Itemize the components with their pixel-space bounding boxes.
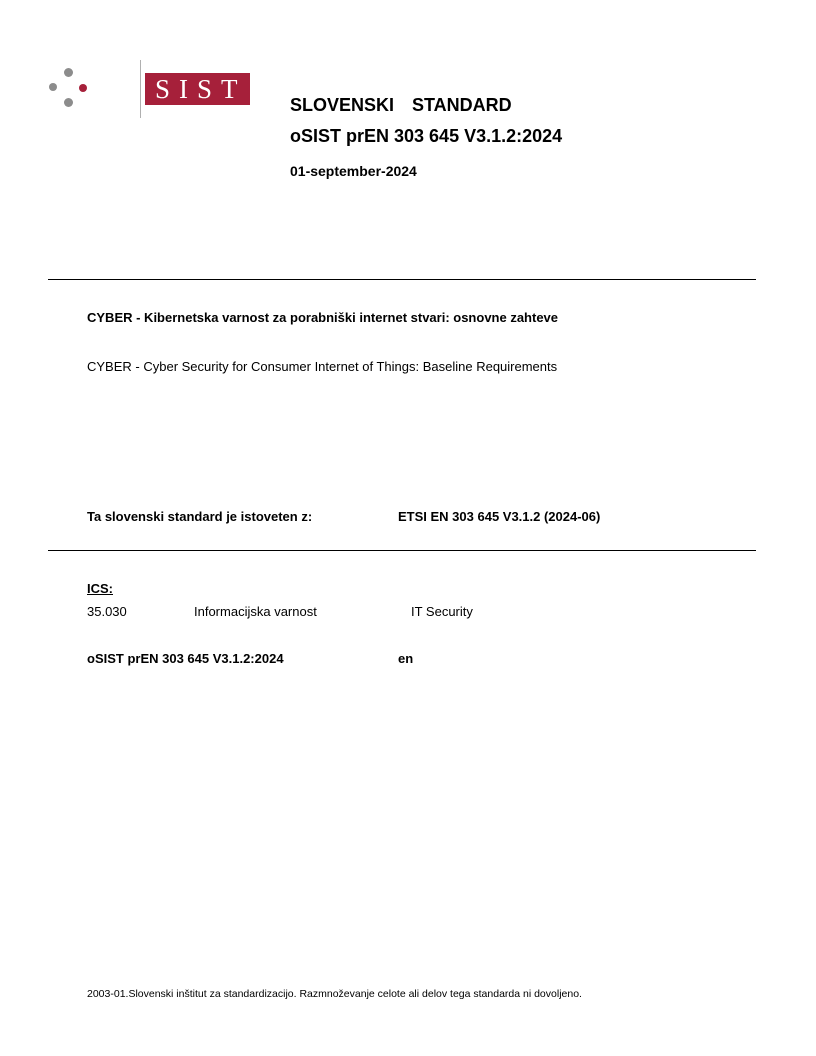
- standard-date: 01-september-2024: [290, 163, 417, 179]
- logo-divider: [140, 60, 141, 118]
- logo-dot-red: [79, 84, 87, 92]
- title-english: CYBER - Cyber Security for Consumer Internet of Things: Baseline Requirements: [87, 359, 558, 374]
- ics-description-sl: Informacijska varnost: [194, 604, 317, 619]
- sist-logo: [46, 60, 247, 120]
- title-slovenian: CYBER - Kibernetska varnost za porabniški internet stvari: osnovne zahteve: [87, 310, 559, 325]
- identity-reference: ETSI EN 303 645 V3.1.2 (2024-06): [398, 509, 601, 524]
- standard-type: SLOVENSKI STANDARD: [290, 95, 512, 115]
- copyright-notice: 2003-01.Slovenski inštitut za standardizacijo. Razmnoževanje celote ali delov tega standarda ni dovoljeno.: [87, 988, 582, 1000]
- document-language: en: [398, 651, 414, 666]
- ics-heading: ICS:: [87, 581, 113, 596]
- logo-dot-3: [64, 98, 73, 107]
- standard-code: oSIST prEN 303 645 V3.1.2:2024: [290, 126, 563, 146]
- ics-code: 35.030: [87, 604, 127, 619]
- divider-top: [48, 279, 756, 280]
- divider-bottom: [48, 550, 756, 551]
- logo-dot-2: [49, 83, 57, 91]
- document-code: oSIST prEN 303 645 V3.1.2:2024: [87, 651, 284, 666]
- identity-label: Ta slovenski standard je istoveten z:: [87, 509, 313, 524]
- logo-wordmark: SIST: [145, 73, 250, 105]
- ics-description-en: IT Security: [411, 604, 473, 619]
- logo-dot-1: [64, 68, 73, 77]
